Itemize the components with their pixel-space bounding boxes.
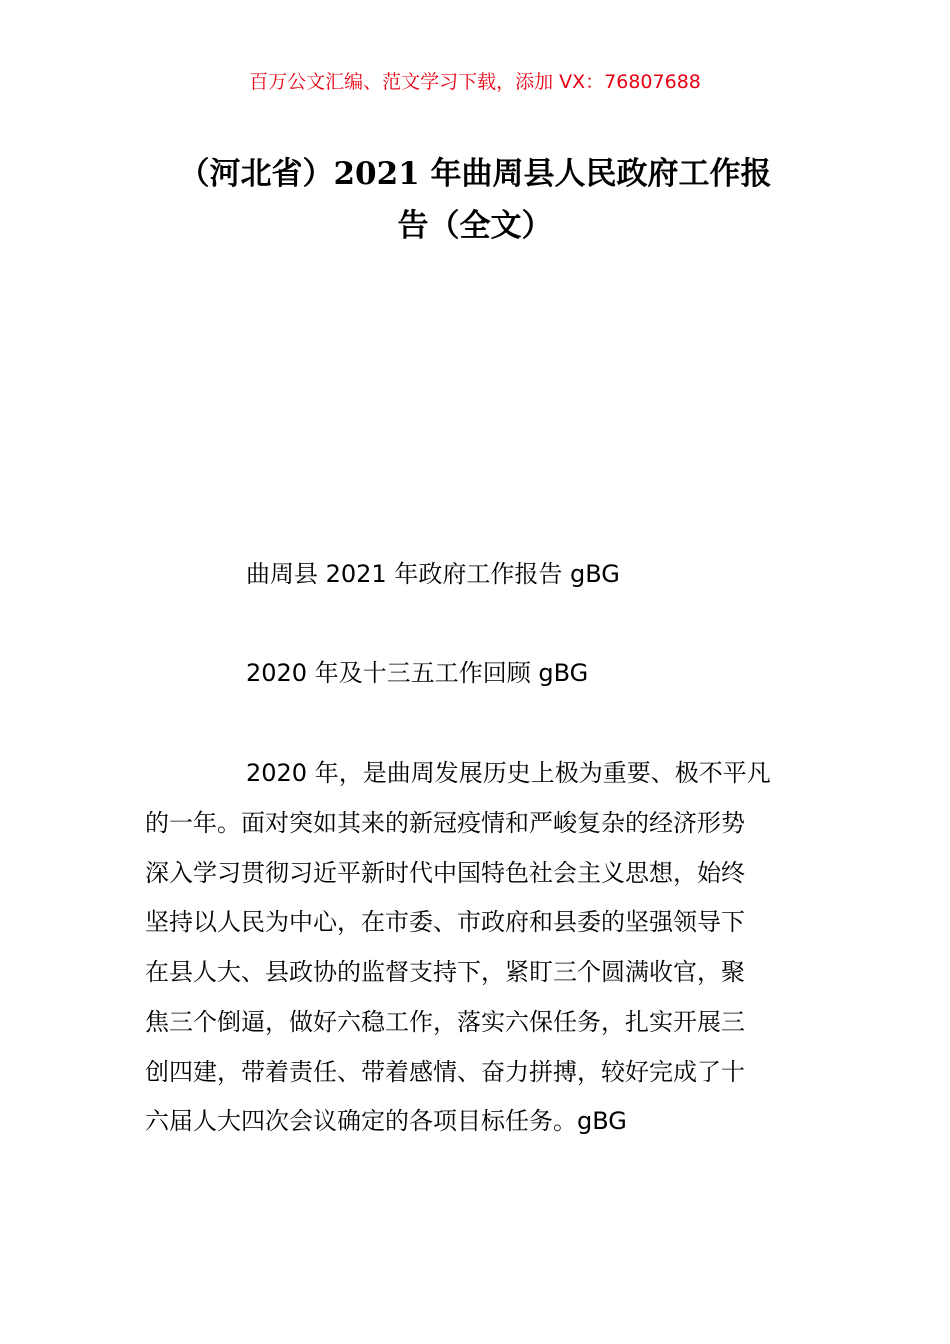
paragraph-line: 2020 年，是曲周发展历史上极为重要、极不平凡 [246,759,771,787]
paragraph-line: 的一年。面对突如其来的新冠疫情和严峻复杂的经济形势 [145,809,745,837]
document-title [130,148,820,252]
report-heading: 曲周县 2021 年政府工作报告 gBG [246,560,620,588]
header-note: 百万公文汇编、范文学习下载，添加 VX：76807688 [249,71,701,93]
paragraph-line: 在县人大、县政协的监督支持下，紧盯三个圆满收官，聚 [145,958,745,986]
paragraph-line: 深入学习贯彻习近平新时代中国特色社会主义思想，始终 [145,859,745,887]
document-title-line-1: （河北省）2021 年曲周县人民政府工作报 [178,156,772,192]
paragraph-line: 坚持以人民为中心，在市委、市政府和县委的坚强领导下 [145,908,745,936]
paragraph-line: 创四建，带着责任、带着感情、奋力拼搏，较好完成了十 [145,1058,745,1086]
section-heading: 2020 年及十三五工作回顾 gBG [246,659,589,687]
document-title-line-2: 告（全文） [397,208,553,244]
paragraph-line: 焦三个倒逼，做好六稳工作，落实六保任务，扎实开展三 [145,1008,745,1036]
paragraph-line: 六届人大四次会议确定的各项目标任务。gBG [145,1107,627,1135]
